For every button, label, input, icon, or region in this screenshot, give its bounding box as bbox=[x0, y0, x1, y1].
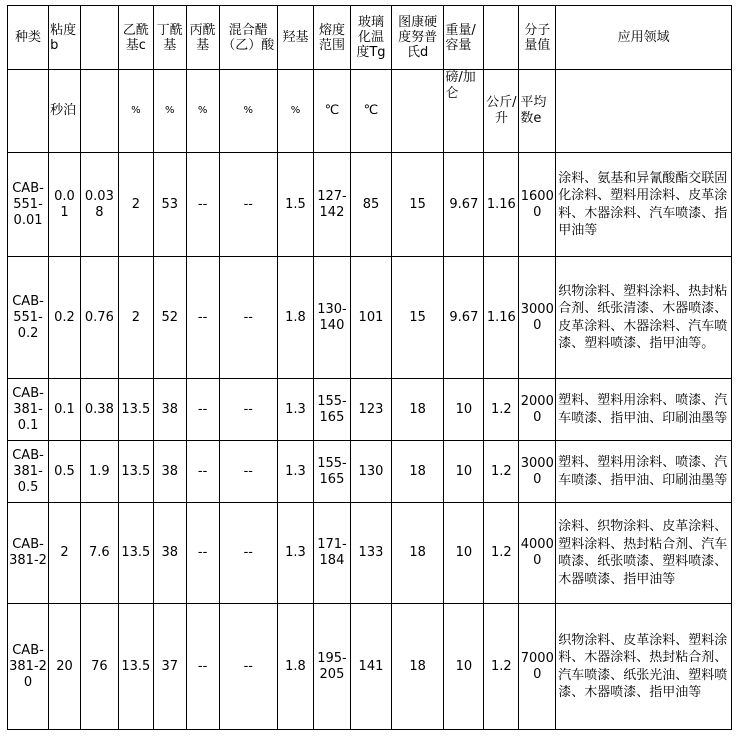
table-cell: 38 bbox=[153, 441, 186, 503]
table-row bbox=[8, 257, 732, 379]
table-cell: 141 bbox=[350, 604, 391, 730]
unit-cell bbox=[8, 70, 49, 153]
grade-cell: CAB-551-0.01 bbox=[8, 153, 49, 257]
header-row bbox=[8, 6, 732, 70]
unit-cell: % bbox=[186, 70, 219, 153]
table-cell: 7.6 bbox=[80, 503, 118, 604]
application-cell: 塑料、塑料用涂料、喷漆、汽车喷漆、指甲油、印刷油墨等 bbox=[556, 441, 732, 503]
table-cell: 40000 bbox=[519, 503, 556, 604]
table-cell: 1.3 bbox=[278, 503, 314, 604]
table-cell: 85 bbox=[350, 153, 391, 257]
grade-cell: CAB-381-20 bbox=[8, 604, 49, 730]
unit-cell bbox=[556, 70, 732, 153]
header-cell: 应用领域 bbox=[556, 6, 732, 70]
table-row bbox=[8, 604, 732, 730]
table-cell: 52 bbox=[153, 257, 186, 379]
table-cell: 15 bbox=[392, 257, 444, 379]
header-cell: 乙酰基c bbox=[118, 6, 153, 70]
table-cell: 1.2 bbox=[484, 604, 519, 730]
table-cell: 133 bbox=[350, 503, 391, 604]
table-cell: 1.2 bbox=[484, 379, 519, 441]
table-cell: 1.8 bbox=[278, 257, 314, 379]
table-cell: 10 bbox=[444, 441, 484, 503]
grade-cell: CAB-381-0.1 bbox=[8, 379, 49, 441]
table-cell: 155-165 bbox=[313, 441, 350, 503]
grade-cell: CAB-551-0.2 bbox=[8, 257, 49, 379]
table-cell: 130 bbox=[350, 441, 391, 503]
table-cell: 37 bbox=[153, 604, 186, 730]
table-cell: 130-140 bbox=[313, 257, 350, 379]
table-cell: 0.2 bbox=[49, 257, 81, 379]
header-cell: 熔度范围 bbox=[313, 6, 350, 70]
table-cell: 30000 bbox=[519, 441, 556, 503]
table-cell: 195-205 bbox=[313, 604, 350, 730]
table-cell: 2 bbox=[49, 503, 81, 604]
table-cell: 127-142 bbox=[313, 153, 350, 257]
table-cell: 30000 bbox=[519, 257, 556, 379]
unit-cell: 公斤/升 bbox=[484, 70, 519, 153]
table-cell: -- bbox=[186, 604, 219, 730]
table-cell: -- bbox=[219, 379, 278, 441]
table-cell: 38 bbox=[153, 379, 186, 441]
table-cell: 0.38 bbox=[80, 379, 118, 441]
table-cell: 1.8 bbox=[278, 604, 314, 730]
table-cell: 155-165 bbox=[313, 379, 350, 441]
table-cell: 10 bbox=[444, 379, 484, 441]
table-row bbox=[8, 379, 732, 441]
table-cell: -- bbox=[219, 604, 278, 730]
table-cell: 20000 bbox=[519, 379, 556, 441]
table-cell: 1.16 bbox=[484, 153, 519, 257]
table-cell: 18 bbox=[392, 441, 444, 503]
application-cell: 织物涂料、皮革涂料、塑料涂料、木器涂料、热封粘合剂、汽车喷漆、纸张光油、塑料喷漆、木器喷漆、指甲油等 bbox=[556, 604, 732, 730]
table-cell: 13.5 bbox=[118, 604, 153, 730]
table-cell: 18 bbox=[392, 379, 444, 441]
header-cell: 重量/容量 bbox=[444, 6, 484, 70]
table-cell: 10 bbox=[444, 604, 484, 730]
unit-cell: 平均数e bbox=[519, 70, 556, 153]
unit-row bbox=[8, 70, 732, 153]
table-cell: -- bbox=[186, 441, 219, 503]
table-cell: -- bbox=[186, 379, 219, 441]
header-cell: 玻璃化温度Tg bbox=[350, 6, 391, 70]
table-row bbox=[8, 503, 732, 604]
table-cell: 9.67 bbox=[444, 257, 484, 379]
table-cell: 18 bbox=[392, 503, 444, 604]
grade-cell: CAB-381-0.5 bbox=[8, 441, 49, 503]
unit-cell bbox=[392, 70, 444, 153]
table-cell: -- bbox=[186, 153, 219, 257]
table-cell: 0.76 bbox=[80, 257, 118, 379]
unit-cell: ℃ bbox=[313, 70, 350, 153]
header-cell: 羟基 bbox=[278, 6, 314, 70]
table-cell: 0.01 bbox=[49, 153, 81, 257]
table-cell: 13.5 bbox=[118, 503, 153, 604]
table-cell: 171-184 bbox=[313, 503, 350, 604]
table-cell: 10 bbox=[444, 503, 484, 604]
table-cell: 76 bbox=[80, 604, 118, 730]
table-cell: 1.9 bbox=[80, 441, 118, 503]
table-cell: 38 bbox=[153, 503, 186, 604]
table-cell: 1.2 bbox=[484, 441, 519, 503]
table-cell: 53 bbox=[153, 153, 186, 257]
header-cell: 种类 bbox=[8, 6, 49, 70]
unit-cell: 磅/加仑 bbox=[444, 70, 484, 153]
table-cell: 0.5 bbox=[49, 441, 81, 503]
table-cell: 1.3 bbox=[278, 379, 314, 441]
table-cell: 70000 bbox=[519, 604, 556, 730]
table-cell: 123 bbox=[350, 379, 391, 441]
table-cell: 1.2 bbox=[484, 503, 519, 604]
unit-cell bbox=[80, 70, 118, 153]
table-cell: 1.16 bbox=[484, 257, 519, 379]
table-cell: 18 bbox=[392, 604, 444, 730]
unit-cell: % bbox=[153, 70, 186, 153]
table-cell: 0.038 bbox=[80, 153, 118, 257]
table-cell: 0.1 bbox=[49, 379, 81, 441]
table-cell: -- bbox=[219, 153, 278, 257]
application-cell: 涂料、氨基和异氰酸酯交联固化涂料、塑料用涂料、皮革涂料、木器涂料、汽车喷漆、指甲油等 bbox=[556, 153, 732, 257]
table-cell: 2 bbox=[118, 257, 153, 379]
header-cell: 图康硬度努普氏d bbox=[392, 6, 444, 70]
application-cell: 涂料、织物涂料、皮革涂料、塑料涂料、热封粘合剂、汽车喷漆、纸张喷漆、塑料喷漆、木器喷漆、指甲油等 bbox=[556, 503, 732, 604]
unit-cell: % bbox=[219, 70, 278, 153]
table-cell: 2 bbox=[118, 153, 153, 257]
application-cell: 织物涂料、塑料涂料、热封粘合剂、纸张清漆、木器喷漆、皮革涂料、木器涂料、汽车喷漆、塑料喷漆、指甲油等。 bbox=[556, 257, 732, 379]
table-cell: 15 bbox=[392, 153, 444, 257]
table-cell: 101 bbox=[350, 257, 391, 379]
table-cell: -- bbox=[219, 503, 278, 604]
table-cell: -- bbox=[219, 257, 278, 379]
cab-spec-table bbox=[7, 5, 732, 730]
unit-cell: 秒泊 bbox=[49, 70, 81, 153]
table-cell: 9.67 bbox=[444, 153, 484, 257]
unit-cell: ℃ bbox=[350, 70, 391, 153]
table-cell: 20 bbox=[49, 604, 81, 730]
grade-cell: CAB-381-2 bbox=[8, 503, 49, 604]
table-cell: 13.5 bbox=[118, 441, 153, 503]
table-cell: -- bbox=[186, 257, 219, 379]
table-row bbox=[8, 441, 732, 503]
table-cell: -- bbox=[186, 503, 219, 604]
application-cell: 塑料、塑料用涂料、喷漆、汽车喷漆、指甲油、印刷油墨等 bbox=[556, 379, 732, 441]
table-row bbox=[8, 153, 732, 257]
header-cell bbox=[484, 6, 519, 70]
header-cell: 分子量值 bbox=[519, 6, 556, 70]
table-cell: 13.5 bbox=[118, 379, 153, 441]
table-cell: 16000 bbox=[519, 153, 556, 257]
unit-cell: % bbox=[118, 70, 153, 153]
unit-cell: % bbox=[278, 70, 314, 153]
header-cell: 丙酰基 bbox=[186, 6, 219, 70]
header-cell: 混合醋（乙）酸 bbox=[219, 6, 278, 70]
header-cell: 粘度b bbox=[49, 6, 81, 70]
header-cell: 丁酰基 bbox=[153, 6, 186, 70]
table-cell: 1.3 bbox=[278, 441, 314, 503]
table-cell: -- bbox=[219, 441, 278, 503]
table-cell: 1.5 bbox=[278, 153, 314, 257]
header-cell bbox=[80, 6, 118, 70]
